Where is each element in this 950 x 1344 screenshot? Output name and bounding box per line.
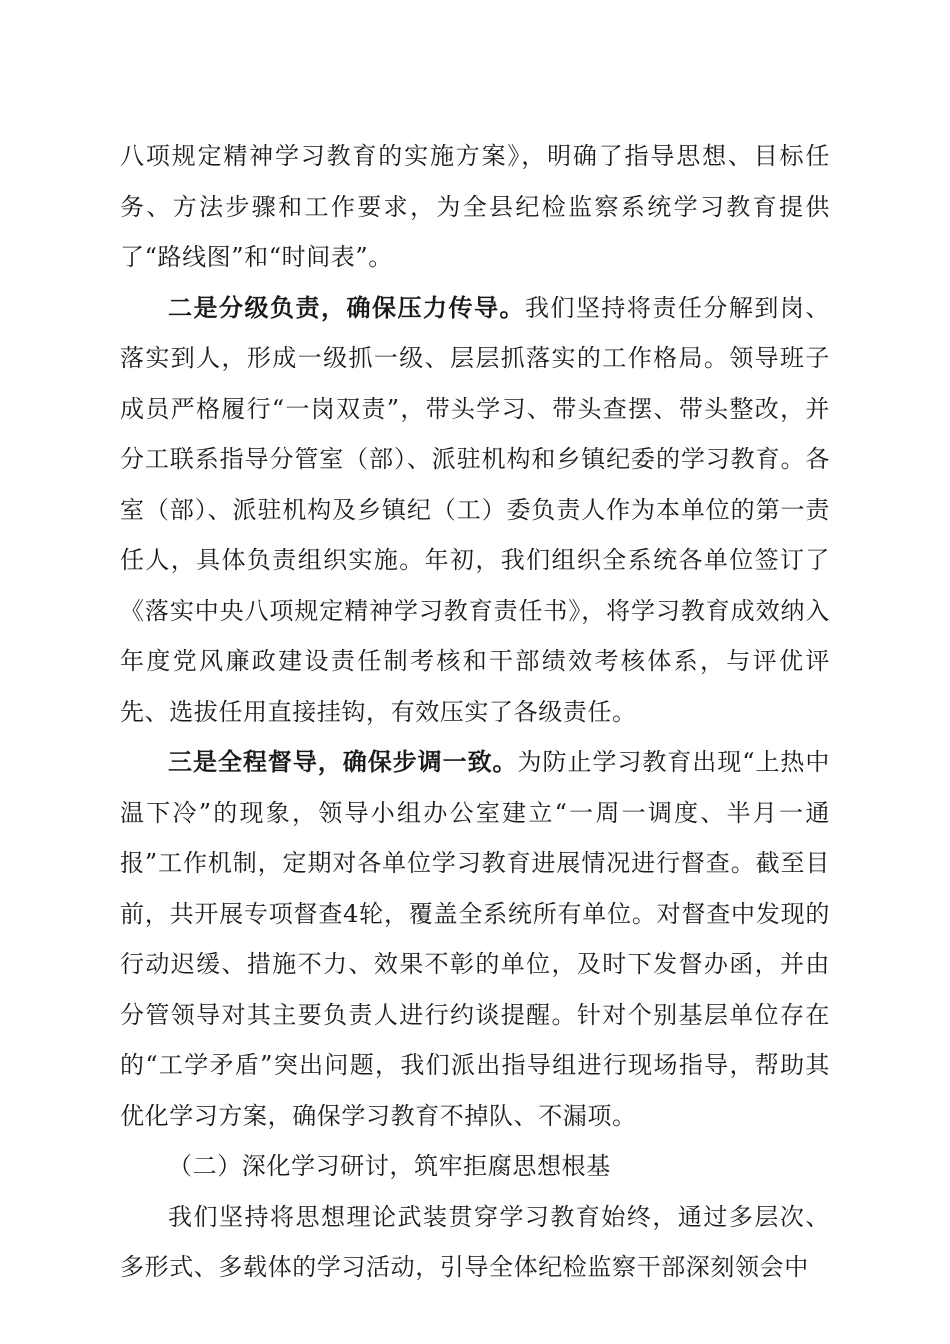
paragraph-lead-heading: 三是全程督导，确保步调一致。 — [168, 747, 518, 776]
paragraph-responsibility — [120, 283, 830, 738]
paragraph-supervision — [120, 737, 830, 1141]
paragraph-study — [120, 1192, 830, 1293]
document-body — [120, 131, 830, 1293]
paragraph-lead-heading: 二是分级负责，确保压力传导。 — [168, 292, 525, 322]
section-heading — [120, 1141, 830, 1192]
paragraph-text: 我们坚持将思想理论武装贯穿学习教育始终，通过多层次、多形式、多载体的学习活动，引导全体纪检监察干部深刻领会中 — [120, 1202, 830, 1281]
paragraph-text: 八项规定精神学习教育的实施方案》，明确了指导思想、目标任务、方法步骤和工作要求，为全县纪检监察系统学习教育提供了“路线图”和“时间表”。 — [120, 142, 830, 271]
paragraph-continuation — [120, 131, 830, 283]
paragraph-text: 我们坚持将责任分解到岗、落实到人，形成一级抓一级、层层抓落实的工作格局。领导班子成员严格履行“一岗双责”，带头学习、带头查摆、带头整改，并分工联系指导分管室（部）、派驻机构和乡镇纪委的学习教育。各室（部）、派驻机构及乡镇纪（工）委负责人作为本单位的第一责任人，具体负责组织实施。年初，我们组织全系统各单位签订了《落实中央八项规定精神学习教育责任书》，将学习教育成效纳入年度党风廉政建设责任制考核和干部绩效考核体系，与评优评先、选拔任用直接挂钩，有效压实了各级责任。 — [120, 293, 830, 726]
section-heading-text: （二）深化学习研讨，筑牢拒腐思想根基 — [168, 1152, 611, 1180]
paragraph-text: 为防止学习教育出现“上热中温下冷”的现象，领导小组办公室建立“一周一调度、半月一通报”工作机制，定期对各单位学习教育进展情况进行督查。截至目前，共开展专项督查4轮，覆盖全系统所有单位。对督查中发现的行动迟缓、措施不力、效果不彰的单位，及时下发督办函，并由分管领导对其主要负责人进行约谈提醒。针对个别基层单位存在的“工学矛盾”突出问题，我们派出指导组进行现场指导，帮助其优化学习方案，确保学习教育不掉队、不漏项。 — [120, 748, 830, 1130]
